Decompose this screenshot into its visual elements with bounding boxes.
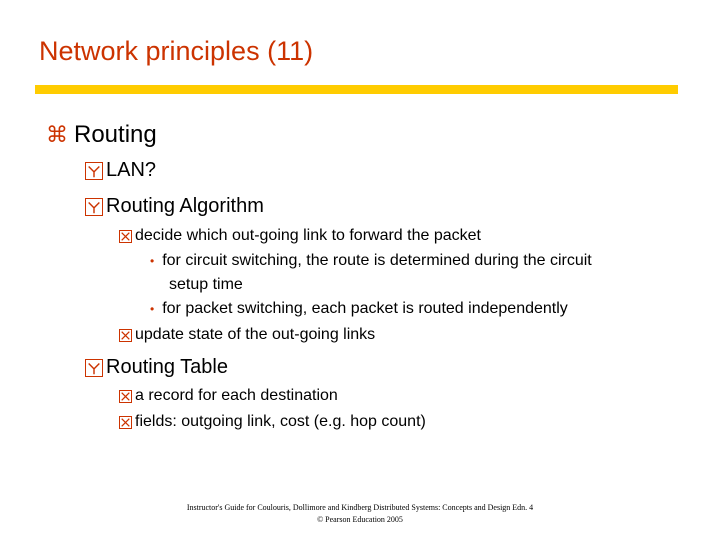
record-text: a record for each destination bbox=[135, 387, 338, 404]
x-box-icon bbox=[119, 230, 132, 243]
routing-table-text: Routing Table bbox=[106, 356, 228, 378]
bullet-routing-table bbox=[85, 356, 228, 379]
bullet-record bbox=[119, 387, 338, 405]
x-box-icon bbox=[119, 416, 132, 429]
checkmark-box-icon bbox=[85, 162, 103, 180]
update-text: update state of the out-going links bbox=[135, 326, 376, 343]
x-box-icon bbox=[119, 329, 132, 342]
circuit-text-line2: setup time bbox=[169, 276, 243, 293]
lan-text: LAN? bbox=[106, 159, 157, 181]
z-bullet-icon: ⌘ bbox=[46, 122, 68, 147]
checkmark-box-icon bbox=[85, 198, 103, 216]
bullet-update bbox=[119, 326, 375, 344]
slide-footer bbox=[0, 502, 720, 526]
dot-bullet-icon: • bbox=[150, 254, 155, 268]
dot-bullet-icon: • bbox=[150, 302, 155, 316]
footer-line1: Instructor's Guide for Coulouris, Dollimore and Kindberg Distributed Systems: Concepts and Design Edn. 4 bbox=[186, 503, 534, 512]
bullet-lan bbox=[85, 159, 156, 182]
bullet-fields bbox=[119, 413, 426, 431]
routing-text: Routing bbox=[74, 121, 157, 148]
bullet-decide bbox=[119, 227, 481, 245]
slide-title: Network principles (11) bbox=[39, 36, 314, 66]
title-underline-bar bbox=[35, 85, 678, 94]
bullet-routing bbox=[46, 121, 157, 149]
x-box-icon bbox=[119, 390, 132, 403]
packet-text: for packet switching, each packet is routed independently bbox=[162, 300, 568, 317]
fields-text: fields: outgoing link, cost (e.g. hop count) bbox=[135, 413, 426, 430]
bullet-circuit bbox=[150, 252, 592, 270]
bullet-packet bbox=[150, 300, 568, 318]
circuit-text-line1: for circuit switching, the route is determined during the circuit bbox=[162, 252, 592, 269]
footer-line2: © Pearson Education 2005 bbox=[317, 515, 403, 524]
decide-text: decide which out-going link to forward the packet bbox=[135, 227, 481, 244]
checkmark-box-icon bbox=[85, 359, 103, 377]
bullet-routing-algorithm bbox=[85, 195, 264, 218]
routing-algorithm-text: Routing Algorithm bbox=[106, 195, 264, 217]
